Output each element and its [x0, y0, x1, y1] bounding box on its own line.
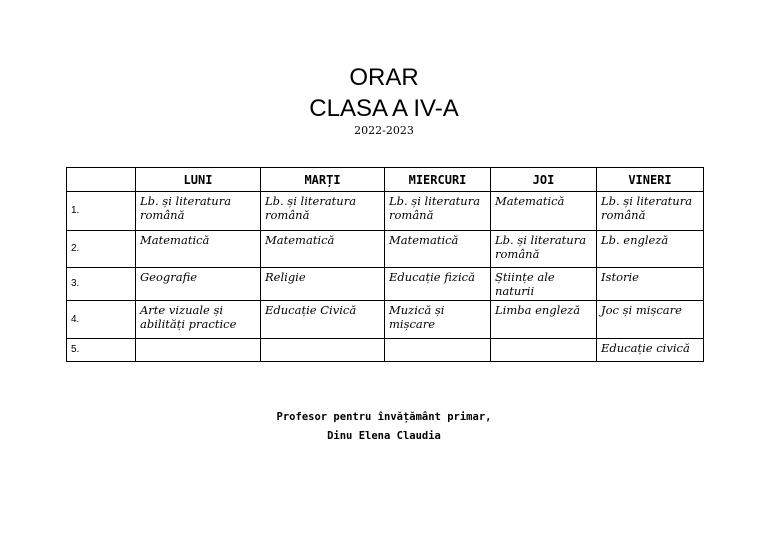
table-row — [67, 301, 704, 339]
table-cell: Geografie — [136, 268, 261, 301]
column-header-marti: MARȚI — [261, 168, 385, 192]
table-cell: Educație fizică — [385, 268, 491, 301]
table-cell: Educație Civică — [261, 301, 385, 339]
class-subtitle: CLASA A IV-A — [309, 95, 459, 122]
table-cell: Educație civică — [597, 339, 704, 362]
table-header-row — [67, 168, 704, 192]
table-cell: Matematică — [136, 231, 261, 268]
page-title: ORAR — [349, 64, 419, 91]
period-number: 3. — [67, 268, 136, 301]
table-cell: Arte vizuale și abilități practice — [136, 301, 261, 339]
period-number: 5. — [67, 339, 136, 362]
column-header-vineri: VINERI — [597, 168, 704, 192]
table-cell — [136, 339, 261, 362]
column-header-luni: LUNI — [136, 168, 261, 192]
table-row — [67, 192, 704, 231]
table-cell: Matematică — [491, 192, 597, 231]
table-row — [67, 268, 704, 301]
period-number: 1. — [67, 192, 136, 231]
column-header-miercuri: MIERCURI — [385, 168, 491, 192]
table-cell: Științe ale naturii — [491, 268, 597, 301]
table-cell: Matematică — [261, 231, 385, 268]
teacher-name: Dinu Elena Claudia — [327, 430, 441, 442]
table-cell — [491, 339, 597, 362]
column-header-joi: JOI — [491, 168, 597, 192]
school-year: 2022-2023 — [354, 124, 414, 137]
table-cell: Lb. și literatura română — [261, 192, 385, 231]
table-cell: Istorie — [597, 268, 704, 301]
table-cell: Lb. și literatura română — [597, 192, 704, 231]
table-cell: Religie — [261, 268, 385, 301]
table-cell: Muzică și mișcare — [385, 301, 491, 339]
column-header-blank — [67, 168, 136, 192]
period-number: 4. — [67, 301, 136, 339]
table-cell: Lb. și literatura română — [385, 192, 491, 231]
table-cell: Limba engleză — [491, 301, 597, 339]
table-cell: Matematică — [385, 231, 491, 268]
timetable — [66, 167, 704, 362]
teacher-title: Profesor pentru învățământ primar, — [276, 411, 492, 423]
period-number: 2. — [67, 231, 136, 268]
table-cell: Lb. și literatura română — [136, 192, 261, 231]
table-cell — [385, 339, 491, 362]
table-cell — [261, 339, 385, 362]
table-cell: Lb. și literatura română — [491, 231, 597, 268]
table-row — [67, 339, 704, 362]
table-row — [67, 231, 704, 268]
table-cell: Lb. engleză — [597, 231, 704, 268]
table-cell: Joc și mișcare — [597, 301, 704, 339]
